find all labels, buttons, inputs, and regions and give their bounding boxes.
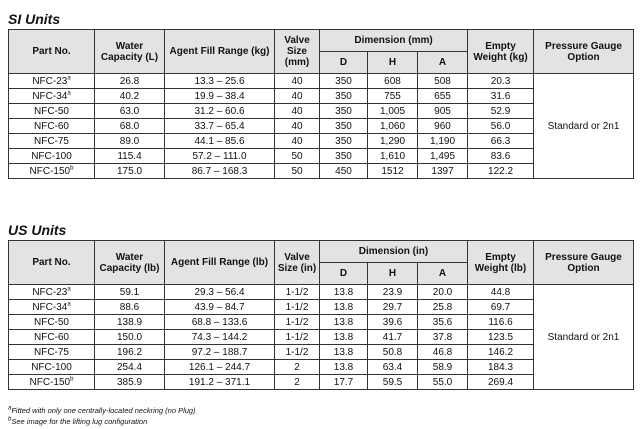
empty-weight-cell: 83.6 (468, 149, 534, 164)
header-empty-weight: Empty Weight (lb) (468, 241, 534, 285)
dim-a-cell: 655 (418, 89, 468, 104)
empty-weight-cell: 69.7 (468, 300, 534, 315)
water-capacity-cell: 63.0 (95, 104, 165, 119)
valve-size-cell: 1-1/2 (275, 315, 320, 330)
agent-fill-cell: 57.2 – 111.0 (165, 149, 275, 164)
empty-weight-cell: 31.6 (468, 89, 534, 104)
valve-size-cell: 2 (275, 360, 320, 375)
empty-weight-cell: 122.2 (468, 164, 534, 179)
part-no-cell: NFC-50 (9, 104, 95, 119)
dim-h-cell: 608 (368, 74, 418, 89)
agent-fill-cell: 29.3 – 56.4 (165, 285, 275, 300)
part-no-cell: NFC-150$^b$ (9, 164, 95, 179)
dim-h-cell: 1,290 (368, 134, 418, 149)
dim-a-cell: 1397 (418, 164, 468, 179)
part-no-cell: NFC-150$^b$ (9, 375, 95, 390)
dim-d-cell: 13.8 (320, 360, 368, 375)
valve-size-cell: 40 (275, 104, 320, 119)
dim-h-cell: 1512 (368, 164, 418, 179)
header-part-no: Part No. (9, 241, 95, 285)
dim-h-cell: 755 (368, 89, 418, 104)
dim-a-cell: 46.8 (418, 345, 468, 360)
header-pressure-gauge: Pressure Gauge Option (534, 30, 634, 74)
header-agent-fill-range: Agent Fill Range (kg) (165, 30, 275, 74)
footnote-a: $^a$Fitted with only one centrally-located neckring (no Plug) (8, 405, 196, 415)
header-dim-h: H (368, 52, 418, 74)
dim-h-cell: 29.7 (368, 300, 418, 315)
dim-a-cell: 20.0 (418, 285, 468, 300)
valve-size-cell: 2 (275, 375, 320, 390)
empty-weight-cell: 44.8 (468, 285, 534, 300)
dim-d-cell: 350 (320, 89, 368, 104)
dim-d-cell: 350 (320, 119, 368, 134)
part-no-cell: NFC-34$^a$ (9, 89, 95, 104)
water-capacity-cell: 138.9 (95, 315, 165, 330)
dim-d-cell: 350 (320, 74, 368, 89)
water-capacity-cell: 175.0 (95, 164, 165, 179)
agent-fill-cell: 19.9 – 38.4 (165, 89, 275, 104)
dim-a-cell: 25.8 (418, 300, 468, 315)
agent-fill-cell: 68.8 – 133.6 (165, 315, 275, 330)
dim-h-cell: 59.5 (368, 375, 418, 390)
water-capacity-cell: 150.0 (95, 330, 165, 345)
valve-size-cell: 1-1/2 (275, 285, 320, 300)
empty-weight-cell: 56.0 (468, 119, 534, 134)
water-capacity-cell: 89.0 (95, 134, 165, 149)
valve-size-cell: 1-1/2 (275, 330, 320, 345)
water-capacity-cell: 59.1 (95, 285, 165, 300)
water-capacity-cell: 385.9 (95, 375, 165, 390)
header-dim-d: D (320, 52, 368, 74)
dim-d-cell: 13.8 (320, 315, 368, 330)
dim-a-cell: 1,190 (418, 134, 468, 149)
agent-fill-cell: 13.3 – 25.6 (165, 74, 275, 89)
dim-a-cell: 37.8 (418, 330, 468, 345)
agent-fill-cell: 126.1 – 244.7 (165, 360, 275, 375)
part-no-cell: NFC-34$^a$ (9, 300, 95, 315)
valve-size-cell: 40 (275, 74, 320, 89)
dim-h-cell: 1,610 (368, 149, 418, 164)
header-water-capacity: Water Capacity (lb) (95, 241, 165, 285)
dim-d-cell: 350 (320, 149, 368, 164)
table-row (9, 74, 634, 89)
water-capacity-cell: 196.2 (95, 345, 165, 360)
part-no-cell: NFC-75 (9, 134, 95, 149)
dim-a-cell: 905 (418, 104, 468, 119)
dim-d-cell: 350 (320, 134, 368, 149)
header-empty-weight: Empty Weight (kg) (468, 30, 534, 74)
dim-h-cell: 23.9 (368, 285, 418, 300)
dim-h-cell: 50.8 (368, 345, 418, 360)
part-no-cell: NFC-60 (9, 330, 95, 345)
dim-a-cell: 508 (418, 74, 468, 89)
us-units-title: US Units (8, 222, 67, 238)
agent-fill-cell: 97.2 – 188.7 (165, 345, 275, 360)
dim-h-cell: 63.4 (368, 360, 418, 375)
part-no-cell: NFC-75 (9, 345, 95, 360)
header-dimension: Dimension (mm) (320, 30, 468, 52)
valve-size-cell: 40 (275, 119, 320, 134)
part-no-cell: NFC-23$^a$ (9, 285, 95, 300)
valve-size-cell: 40 (275, 134, 320, 149)
header-part-no: Part No. (9, 30, 95, 74)
dim-h-cell: 41.7 (368, 330, 418, 345)
agent-fill-cell: 33.7 – 65.4 (165, 119, 275, 134)
header-dim-a: A (418, 52, 468, 74)
empty-weight-cell: 123.5 (468, 330, 534, 345)
agent-fill-cell: 44.1 – 85.6 (165, 134, 275, 149)
empty-weight-cell: 66.3 (468, 134, 534, 149)
water-capacity-cell: 88.6 (95, 300, 165, 315)
header-agent-fill-range: Agent Fill Range (lb) (165, 241, 275, 285)
empty-weight-cell: 52.9 (468, 104, 534, 119)
dim-d-cell: 13.8 (320, 345, 368, 360)
header-dim-a: A (418, 263, 468, 285)
water-capacity-cell: 40.2 (95, 89, 165, 104)
dim-d-cell: 13.8 (320, 285, 368, 300)
part-no-cell: NFC-23$^a$ (9, 74, 95, 89)
header-dim-d: D (320, 263, 368, 285)
header-water-capacity: Water Capacity (L) (95, 30, 165, 74)
header-pressure-gauge: Pressure Gauge Option (534, 241, 634, 285)
agent-fill-cell: 43.9 – 84.7 (165, 300, 275, 315)
water-capacity-cell: 26.8 (95, 74, 165, 89)
water-capacity-cell: 115.4 (95, 149, 165, 164)
dim-a-cell: 35.6 (418, 315, 468, 330)
si-units-title: SI Units (8, 11, 61, 27)
header-dim-h: H (368, 263, 418, 285)
dim-d-cell: 450 (320, 164, 368, 179)
pressure-gauge-cell: Standard or 2n1 (534, 285, 634, 390)
dim-a-cell: 960 (418, 119, 468, 134)
valve-size-cell: 50 (275, 164, 320, 179)
water-capacity-cell: 68.0 (95, 119, 165, 134)
pressure-gauge-cell: Standard or 2n1 (534, 74, 634, 179)
footnote-b: $^b$See image for the lifting lug configuration (8, 416, 148, 426)
agent-fill-cell: 74.3 – 144.2 (165, 330, 275, 345)
agent-fill-cell: 191.2 – 371.1 (165, 375, 275, 390)
valve-size-cell: 50 (275, 149, 320, 164)
header-dimension: Dimension (in) (320, 241, 468, 263)
dim-a-cell: 1,495 (418, 149, 468, 164)
part-no-cell: NFC-50 (9, 315, 95, 330)
empty-weight-cell: 269.4 (468, 375, 534, 390)
empty-weight-cell: 184.3 (468, 360, 534, 375)
us-units-table (8, 240, 634, 390)
dim-a-cell: 55.0 (418, 375, 468, 390)
empty-weight-cell: 146.2 (468, 345, 534, 360)
dim-h-cell: 1,005 (368, 104, 418, 119)
agent-fill-cell: 86.7 – 168.3 (165, 164, 275, 179)
table-row (9, 285, 634, 300)
dim-d-cell: 13.8 (320, 300, 368, 315)
empty-weight-cell: 20.3 (468, 74, 534, 89)
dim-h-cell: 39.6 (368, 315, 418, 330)
part-no-cell: NFC-60 (9, 119, 95, 134)
dim-d-cell: 350 (320, 104, 368, 119)
valve-size-cell: 1-1/2 (275, 345, 320, 360)
dim-a-cell: 58.9 (418, 360, 468, 375)
empty-weight-cell: 116.6 (468, 315, 534, 330)
dim-d-cell: 17.7 (320, 375, 368, 390)
dim-d-cell: 13.8 (320, 330, 368, 345)
header-valve-size: Valve Size (in) (275, 241, 320, 285)
header-valve-size: Valve Size (mm) (275, 30, 320, 74)
water-capacity-cell: 254.4 (95, 360, 165, 375)
dim-h-cell: 1,060 (368, 119, 418, 134)
valve-size-cell: 1-1/2 (275, 300, 320, 315)
part-no-cell: NFC-100 (9, 360, 95, 375)
part-no-cell: NFC-100 (9, 149, 95, 164)
agent-fill-cell: 31.2 – 60.6 (165, 104, 275, 119)
valve-size-cell: 40 (275, 89, 320, 104)
si-units-table (8, 29, 634, 179)
